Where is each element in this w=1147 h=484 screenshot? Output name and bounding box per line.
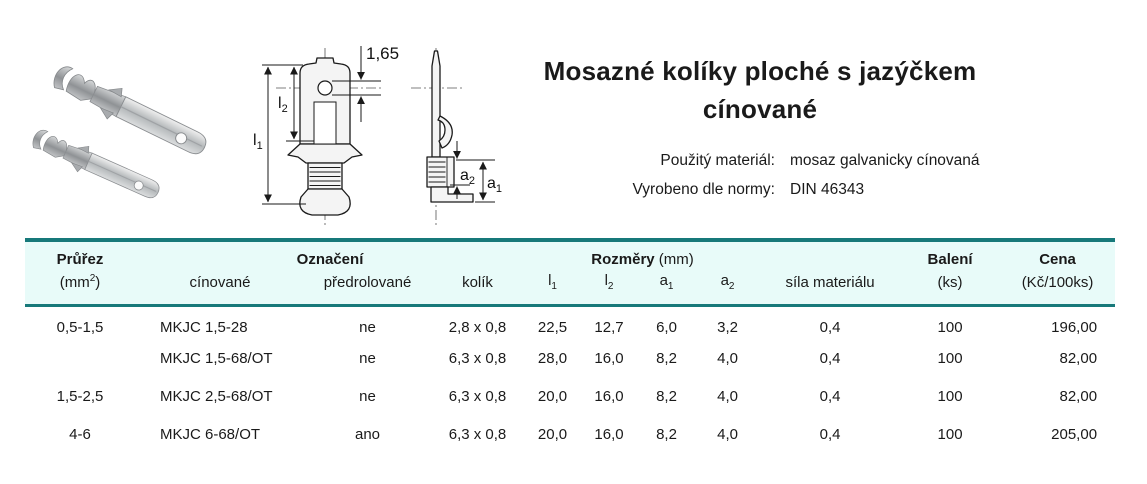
dim-label-hole: 1,65 xyxy=(366,44,400,63)
dim-label-l1: $l_1$ xyxy=(253,132,263,152)
cell-prurez: 0,5-1,5 xyxy=(56,319,104,336)
col-header-baleni-unit: (ks) xyxy=(900,269,1000,306)
table-row xyxy=(25,306,1115,344)
cell-baleni: 100 xyxy=(937,319,963,336)
header-row-units xyxy=(25,269,1115,306)
cell-oznaceni: MKJC 1,5-68/OT xyxy=(160,350,273,367)
technical-drawing xyxy=(248,24,506,243)
cell-predrolovane: ne xyxy=(359,350,376,367)
dim-label-l2: $l_2$ xyxy=(278,95,288,115)
col-header-baleni: Balení xyxy=(900,240,1000,269)
col-header-a1: $a_1$ xyxy=(638,269,695,306)
cell-l1: 28,0 xyxy=(537,350,568,367)
spec-norm-label: Vyrobeno dle normy: xyxy=(632,181,775,198)
terminals-photo-illustration xyxy=(28,42,243,220)
cell-oznaceni: MKJC 6-68/OT xyxy=(160,426,261,443)
col-header-predrolovane: předrolované xyxy=(305,269,430,306)
cell-cena: 205,00 xyxy=(1051,426,1098,443)
cell-sila: 0,4 xyxy=(819,426,841,443)
cell-l1: 20,0 xyxy=(537,426,568,443)
col-header-cena-unit: (Kč/100ks) xyxy=(1000,269,1115,306)
cell-prurez xyxy=(25,343,135,374)
cell-l2: 12,7 xyxy=(594,319,624,336)
dimension-drawing xyxy=(248,24,506,238)
cell-a2: 4,0 xyxy=(717,350,738,367)
product-table-wrap xyxy=(25,238,1115,450)
specs-block xyxy=(590,152,980,210)
cell-predrolovane: ne xyxy=(359,388,376,405)
dim-label-a1: $a_1$ xyxy=(487,175,503,195)
side-view xyxy=(411,48,502,226)
spec-norm-value: DIN 46343 xyxy=(790,181,865,198)
cell-l2: 16,0 xyxy=(594,426,624,443)
col-header-prurez-unit: $(mm^2)$ xyxy=(25,269,135,306)
col-header-rozmery: Rozměry (mm) xyxy=(525,240,760,269)
cell-a1: 8,2 xyxy=(656,388,677,405)
spec-norm xyxy=(590,181,980,199)
cell-kolik: 6,3 x 0,8 xyxy=(448,426,507,443)
cell-baleni: 100 xyxy=(937,388,963,405)
col-header-cena: Cena xyxy=(1000,240,1115,269)
page-title-line1: Mosazné kolíky ploché s jazýčkem xyxy=(543,56,977,86)
col-header-a2: $a_2$ xyxy=(695,269,760,306)
cell-sila: 0,4 xyxy=(819,350,841,367)
spec-material-label: Použitý materiál: xyxy=(660,152,775,169)
cell-predrolovane: ano xyxy=(354,426,381,443)
product-table xyxy=(25,238,1115,450)
col-header-prurez: Průřez xyxy=(25,240,135,269)
col-header-kolik: kolík xyxy=(430,269,525,306)
header-row-groups xyxy=(25,240,1115,269)
table-row xyxy=(25,374,1115,412)
cell-a2: 4,0 xyxy=(717,388,738,405)
cell-kolik: 6,3 x 0,8 xyxy=(448,388,507,405)
cell-l2: 16,0 xyxy=(594,350,624,367)
cell-cena: 82,00 xyxy=(1059,350,1098,367)
col-header-sila: síla materiálu xyxy=(760,269,900,306)
cell-oznaceni: MKJC 1,5-28 xyxy=(160,319,248,336)
cell-baleni: 100 xyxy=(937,350,963,367)
cell-l2: 16,0 xyxy=(594,388,624,405)
dim-label-a2: $a_2$ xyxy=(460,167,476,187)
col-header-cinovane: cínované xyxy=(135,269,305,306)
cell-a1: 6,0 xyxy=(656,319,677,336)
page-title-line2: cínované xyxy=(702,94,818,124)
col-header-spacer xyxy=(760,240,900,269)
cell-baleni: 100 xyxy=(937,426,963,443)
product-photo xyxy=(28,42,243,225)
cell-a1: 8,2 xyxy=(656,350,677,367)
cell-cena: 196,00 xyxy=(1051,319,1098,336)
front-view xyxy=(253,44,399,226)
table-header xyxy=(25,240,1115,306)
cell-kolik: 2,8 x 0,8 xyxy=(448,319,507,336)
cell-predrolovane: ne xyxy=(359,319,376,336)
col-header-l1: $l_1$ xyxy=(525,269,580,306)
table-row xyxy=(25,412,1115,450)
cell-sila: 0,4 xyxy=(819,388,841,405)
cell-cena: 82,00 xyxy=(1059,388,1098,405)
cell-prurez: 4-6 xyxy=(69,426,91,443)
table-row xyxy=(25,343,1115,374)
col-header-l2: $l_2$ xyxy=(580,269,638,306)
cell-a1: 8,2 xyxy=(656,426,677,443)
col-header-oznaceni: Označení xyxy=(135,240,525,269)
table-body xyxy=(25,306,1115,451)
cell-l1: 20,0 xyxy=(537,388,568,405)
cell-a2: 4,0 xyxy=(717,426,738,443)
cell-a2: 3,2 xyxy=(717,319,738,336)
cell-sila: 0,4 xyxy=(819,319,841,336)
spec-material-value: mosaz galvanicky cínovaná xyxy=(790,152,980,169)
cell-prurez: 1,5-2,5 xyxy=(56,388,104,405)
spec-material xyxy=(590,152,980,170)
page-title xyxy=(500,52,1020,128)
cell-oznaceni: MKJC 2,5-68/OT xyxy=(160,388,273,405)
terminal-lower xyxy=(29,124,164,205)
cell-l1: 22,5 xyxy=(537,319,568,336)
cell-kolik: 6,3 x 0,8 xyxy=(448,350,507,367)
